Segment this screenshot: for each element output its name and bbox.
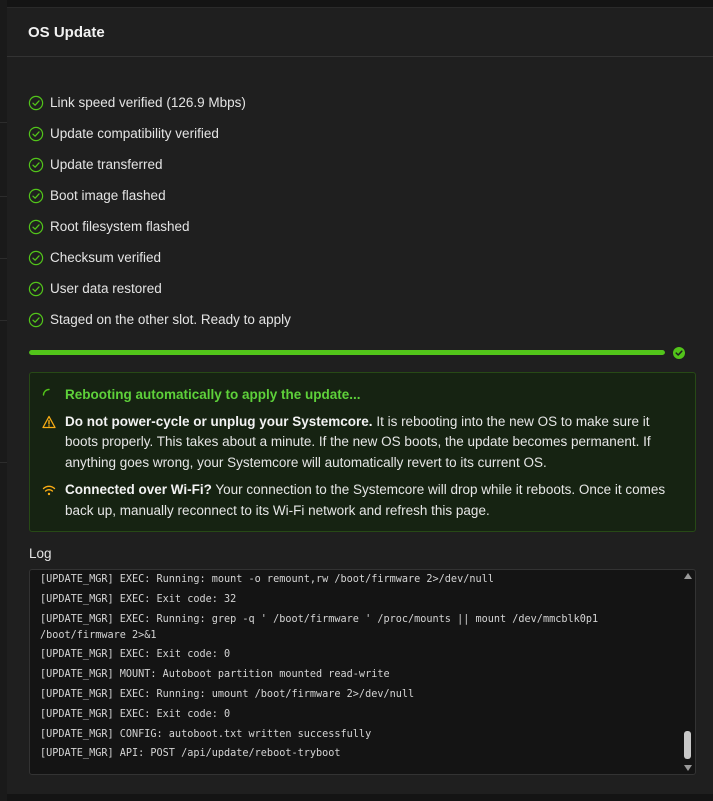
bg-divider	[0, 320, 7, 321]
log-line: [UPDATE_MGR] EXEC: Exit code: 0	[40, 649, 231, 661]
log-line: [UPDATE_MGR] API: POST /api/update/reboot-tryboot	[40, 748, 341, 760]
scroll-thumb[interactable]	[684, 731, 691, 759]
bg-divider	[0, 462, 7, 463]
step-item	[28, 273, 291, 304]
os-update-dialog	[7, 7, 713, 794]
check-circle-icon	[28, 188, 44, 204]
log-line: [UPDATE_MGR] EXEC: Running: umount /boot/firmware 2>/dev/null	[40, 688, 415, 700]
step-item	[28, 304, 291, 335]
notice-warning-bold: Do not power-cycle or unplug your Systemcore.	[65, 413, 373, 429]
dialog-title: OS Update	[28, 23, 105, 41]
check-circle-icon	[28, 95, 44, 111]
step-label: Link speed verified (126.9 Mbps)	[50, 95, 246, 110]
step-label: Root filesystem flashed	[50, 219, 190, 234]
log-output[interactable]	[29, 569, 696, 775]
dialog-header	[7, 8, 713, 57]
log-line: [UPDATE_MGR] CONFIG: autoboot.txt written successfully	[40, 728, 372, 740]
step-item	[28, 118, 291, 149]
check-circle-icon	[28, 157, 44, 173]
notice-warning-body: It is rebooting into the new OS to make sure it boots properly. This takes about a minute. If the new OS boots, the update becomes permanent. If anything goes wrong, your Systemcore will automatically revert to its current OS.	[65, 413, 651, 470]
step-item	[28, 87, 291, 118]
notice-wifi-row	[42, 480, 683, 521]
progress-track	[29, 350, 665, 355]
bg-divider	[0, 258, 7, 259]
notice-warning-row	[42, 412, 683, 474]
check-circle-icon	[28, 126, 44, 142]
loading-spinner-icon	[42, 388, 56, 402]
log-line: [UPDATE_MGR] EXEC: Exit code: 32	[40, 593, 237, 605]
step-item	[28, 242, 291, 273]
step-item	[28, 211, 291, 242]
notice-warning-text	[65, 412, 683, 474]
step-item	[28, 180, 291, 211]
step-label: Boot image flashed	[50, 188, 166, 203]
warning-icon	[42, 415, 56, 429]
log-label: Log	[29, 546, 52, 561]
bg-divider	[0, 196, 7, 197]
step-label: Update transferred	[50, 157, 163, 172]
notice-title: Rebooting automatically to apply the update...	[65, 387, 361, 402]
log-line: [UPDATE_MGR] EXEC: Exit code: 0	[40, 708, 231, 720]
step-item	[28, 149, 291, 180]
scroll-down-arrow-icon[interactable]	[684, 765, 692, 771]
notice-wifi-text	[65, 480, 683, 521]
progress-fill	[29, 350, 665, 355]
step-label: User data restored	[50, 281, 162, 296]
check-circle-icon	[28, 219, 44, 235]
step-label: Checksum verified	[50, 250, 162, 265]
step-label: Staged on the other slot. Ready to apply	[50, 312, 291, 327]
check-circle-icon	[28, 281, 44, 297]
notice-wifi-body: Your connection to the Systemcore will drop while it reboots. Once it comes back up, manually reconnect to its Wi-Fi network and refresh this page.	[65, 482, 666, 518]
check-circle-icon	[28, 250, 44, 266]
notice-title-row	[42, 385, 683, 406]
notice-wifi-bold: Connected over Wi-Fi?	[65, 482, 212, 497]
background-page	[0, 0, 7, 801]
bg-divider	[0, 122, 7, 123]
log-line: [UPDATE_MGR] MOUNT: Autoboot partition mounted read-write	[40, 669, 390, 681]
log-lines	[40, 572, 678, 766]
log-line: [UPDATE_MGR] EXEC: Running: mount -o remount,rw /boot/firmware 2>/dev/null	[40, 574, 494, 585]
step-list	[28, 87, 291, 335]
scroll-up-arrow-icon[interactable]	[684, 573, 692, 579]
wifi-icon	[42, 483, 56, 497]
log-scrollbar[interactable]	[682, 570, 695, 774]
reboot-notice	[29, 372, 696, 532]
progress-bar	[29, 346, 697, 360]
check-circle-filled-icon	[673, 347, 685, 359]
step-label: Update compatibility verified	[50, 126, 219, 141]
check-circle-icon	[28, 312, 44, 328]
log-line: [UPDATE_MGR] EXEC: Running: grep -q ' /boot/firmware ' /proc/mounts || mount /dev/mmcblk0p1 /boot/firmware 2>&1	[40, 613, 605, 641]
